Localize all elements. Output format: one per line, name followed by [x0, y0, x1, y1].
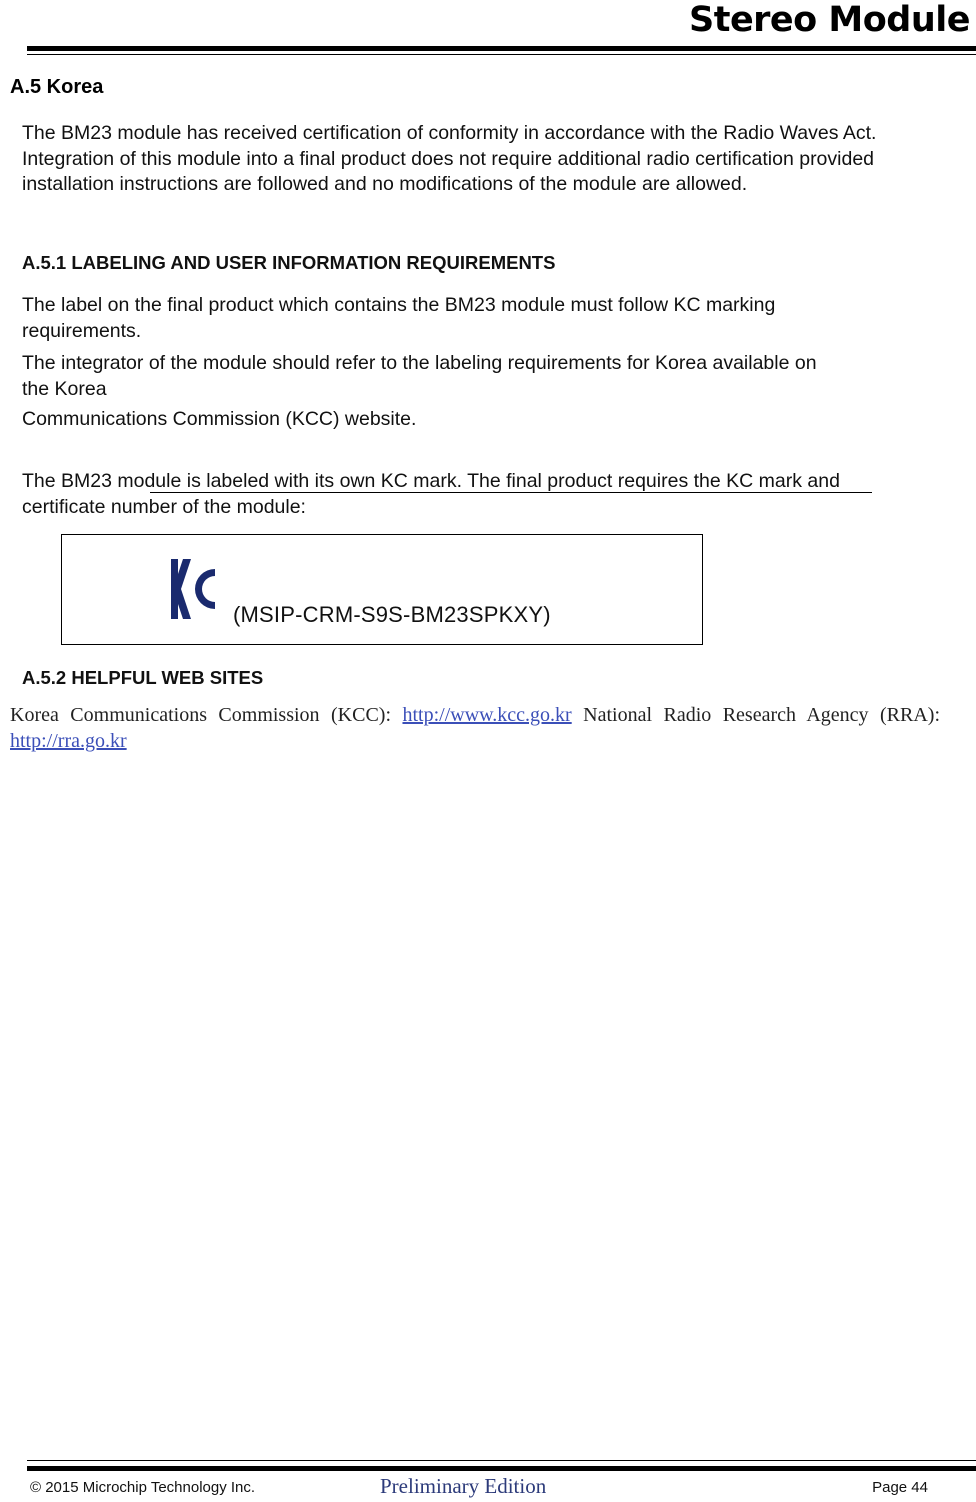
labeling-paragraph-2 — [22, 351, 922, 433]
footer-rule-thick — [27, 1466, 976, 1471]
rra-label: National Radio Research Agency (RRA): — [583, 704, 940, 726]
footer-edition: Preliminary Edition — [380, 1474, 547, 1498]
rra-link[interactable]: http://rra.go.kr — [10, 730, 127, 752]
header-rule-thin — [27, 54, 976, 55]
kc-mark-box — [61, 534, 703, 645]
websites-heading: A.5.2 HELPFUL WEB SITES — [22, 667, 264, 688]
labeling-paragraph-2-line-1: The integrator of the module should refer to the labeling requirements for Korea available on — [22, 352, 817, 374]
labeling-heading: A.5.1 LABELING AND USER INFORMATION REQUIREMENTS — [22, 252, 556, 273]
kcc-label: Korea Communications Commission (KCC): — [10, 704, 392, 726]
kc-certificate-number: (MSIP-CRM-S9S-BM23SPKXY) — [233, 602, 551, 627]
websites-paragraph — [10, 702, 940, 754]
labeling-paragraph-1: The label on the final product which contains the BM23 module must follow KC marking requirements. — [22, 294, 776, 342]
intro-paragraph: The BM23 module has received certification of conformity in accordance with the Radio Waves Act. Integration of this module into a final product does not require additional radio certification provided installation instructions are followed and no modifications of the module are allowed. — [22, 122, 877, 195]
section-heading: A.5 Korea — [10, 76, 104, 98]
divider-line — [150, 492, 872, 493]
footer-page-number: Page 44 — [872, 1479, 928, 1496]
header-rule-thick — [27, 46, 976, 51]
kcc-link[interactable]: http://www.kcc.go.kr — [402, 704, 572, 726]
kc-mark-logo-icon — [169, 555, 217, 623]
labeling-paragraph-3: The BM23 module is labeled with its own KC mark. The final product requires the KC mark and certificate number of the module: — [22, 470, 840, 518]
labeling-paragraph-2-line-2: the Korea — [22, 377, 107, 400]
footer-copyright: © 2015 Microchip Technology Inc. — [30, 1479, 256, 1496]
page-header-title: Stereo Module — [689, 0, 970, 40]
labeling-paragraph-2-line-3: Communications Commission (KCC) website. — [22, 408, 417, 430]
footer-rule-thin — [27, 1460, 976, 1461]
